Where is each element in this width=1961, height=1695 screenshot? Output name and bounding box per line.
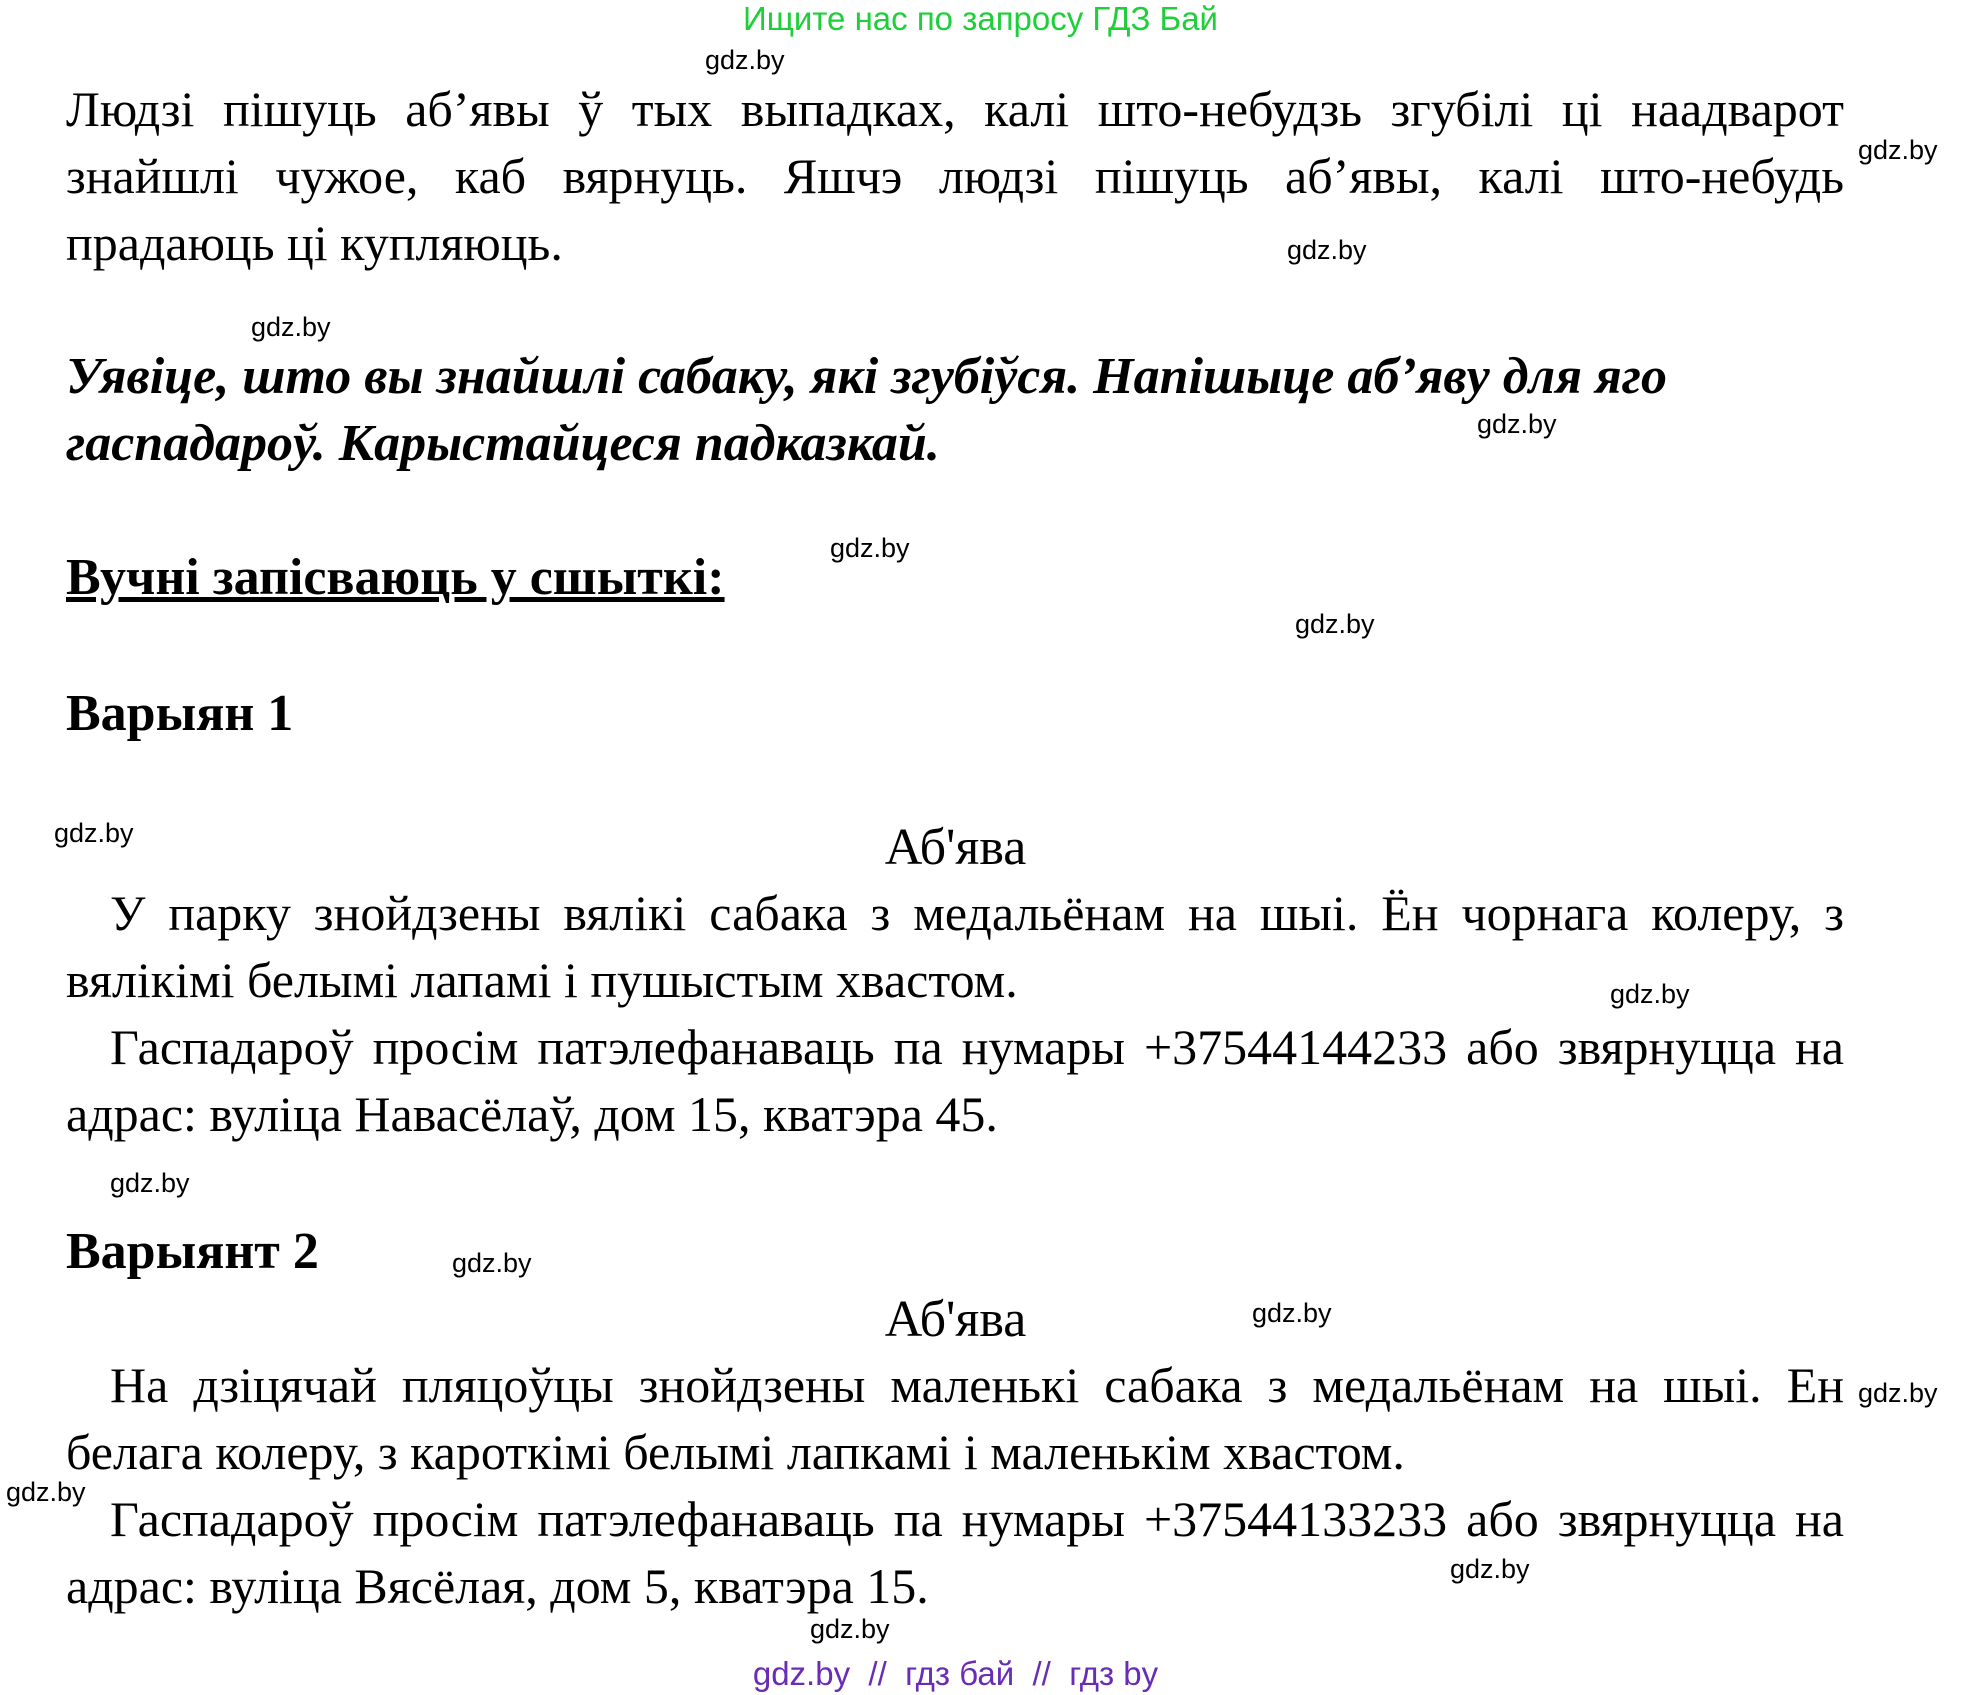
footer-link-gdz-by-mixed[interactable]: гдз by: [1069, 1655, 1159, 1692]
watermark: gdz.by: [1610, 979, 1690, 1009]
variant-1-notice-title: Аб'ява: [884, 819, 1027, 876]
watermark: gdz.by: [1287, 235, 1367, 265]
variant-1-notice-body: [66, 880, 1844, 1148]
watermark: gdz.by: [1858, 1378, 1938, 1408]
footer-separator: //: [1032, 1655, 1051, 1692]
task-instruction: Уявіце, што вы знайшлі сабаку, які згубіўся. Напішыце аб’яву для яго гаспадароў. Карыстайцеся падказкай.: [66, 348, 1667, 472]
variant-2-paragraph-2: Гаспадароў просім патэлефанаваць па нумары +37544133233 або звярнуцца на адрас: вуліца Вясёлая, дом 5, кватэра 15.: [66, 1491, 1844, 1614]
footer-separator: //: [868, 1655, 887, 1692]
footer-link-gdz-bay[interactable]: гдз бай: [905, 1655, 1015, 1692]
variant-2-paragraph-1: На дзіцячай пляцоўцы знойдзены маленькі сабака з медальёнам на шыі. Ен белага колеру, з кароткімі белымі лапкамі і маленькім хвастом.: [66, 1357, 1844, 1480]
watermark: gdz.by: [251, 312, 331, 342]
search-hint-banner: Ищите нас по запросу ГДЗ Бай: [743, 0, 1218, 37]
watermark: gdz.by: [6, 1477, 86, 1507]
section-heading: Вучні запісваюць у сшыткі:: [66, 549, 725, 606]
variant-2-notice-body: [66, 1352, 1844, 1620]
watermark: gdz.by: [110, 1168, 190, 1198]
watermark: gdz.by: [1252, 1298, 1332, 1328]
watermark: gdz.by: [705, 45, 785, 75]
watermark: gdz.by: [452, 1248, 532, 1278]
variant-1-paragraph-2: Гаспадароў просім патэлефанаваць па нумары +37544144233 або звярнуцца на адрас: вуліца Навасёлаў, дом 15, кватэра 45.: [66, 1019, 1844, 1142]
watermark: gdz.by: [54, 818, 134, 848]
watermark: gdz.by: [830, 533, 910, 563]
variant-1-label: Варыян 1: [66, 685, 294, 742]
watermark: gdz.by: [1477, 409, 1557, 439]
variant-2-notice-title: Аб'ява: [884, 1291, 1027, 1348]
watermark: gdz.by: [1295, 609, 1375, 639]
watermark: gdz.by: [1858, 135, 1938, 165]
watermark: gdz.by: [1450, 1554, 1530, 1584]
footer-links: [0, 1655, 1911, 1693]
intro-paragraph: [66, 76, 1844, 277]
intro-text: Людзі пішуць аб’явы ў тых выпадках, калі што-небудзь згубілі ці наадварот знайшлі чужое, каб вярнуць. Яшчэ людзі пішуць аб’явы, калі што-небудь прадаюць ці купляюць.: [66, 81, 1844, 271]
footer-link-gdz-by[interactable]: gdz.by: [752, 1655, 851, 1692]
variant-1-paragraph-1: У парку знойдзены вялікі сабака з медальёнам на шыі. Ён чорнага колеру, з вялікімі белымі лапамі і пушыстым хвастом.: [66, 885, 1844, 1008]
watermark: gdz.by: [810, 1614, 890, 1644]
variant-2-label: Варыянт 2: [66, 1223, 319, 1280]
